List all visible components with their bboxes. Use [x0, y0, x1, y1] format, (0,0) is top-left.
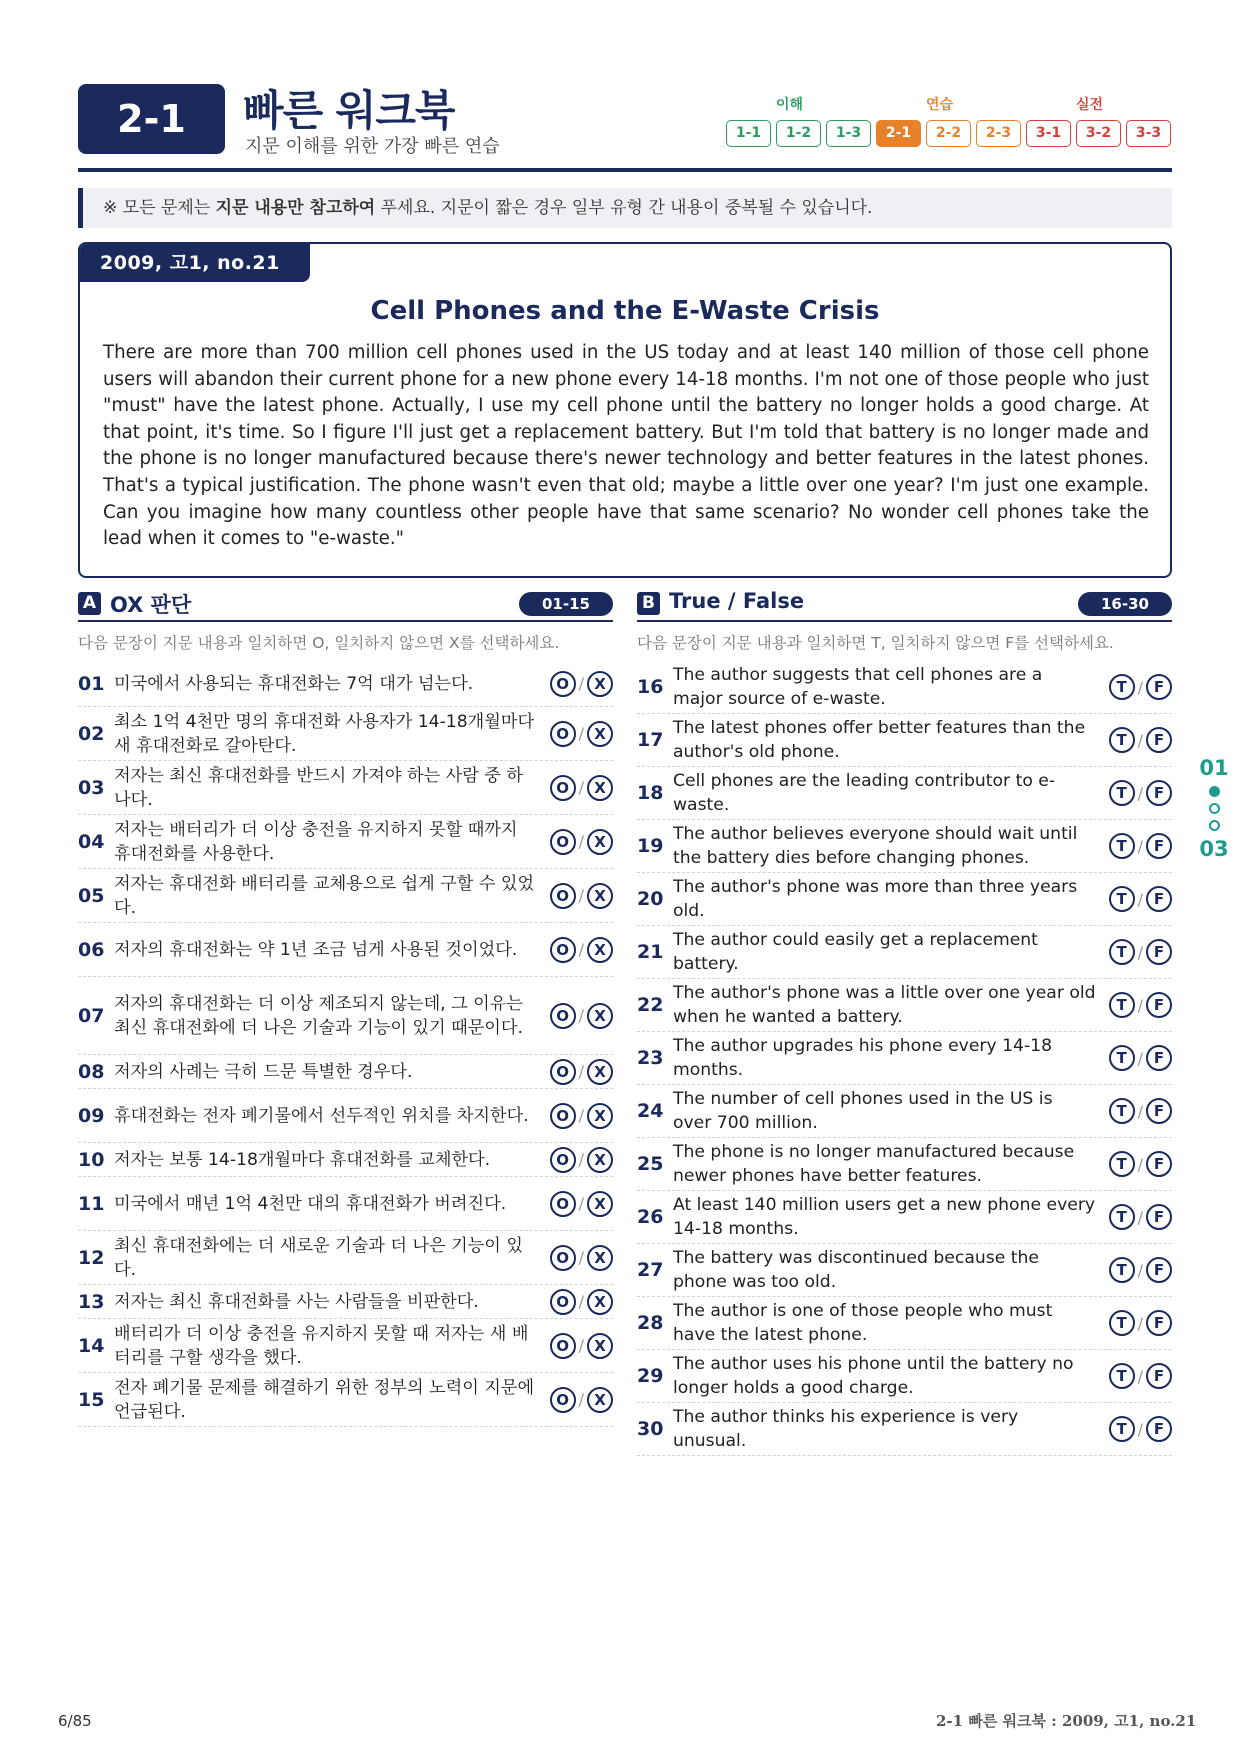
question-number: 15: [78, 1388, 105, 1411]
question-row: [637, 1085, 1172, 1138]
stage-chip-2-1[interactable]: 2-1: [876, 120, 921, 147]
question-text: The author's phone was a little over one year old when he wanted a battery.: [673, 983, 1096, 1027]
choice-separator: /: [1137, 730, 1143, 750]
question-number: 08: [78, 1060, 105, 1083]
stage-chip-3-1[interactable]: 3-1: [1026, 120, 1071, 147]
question-row: [78, 977, 613, 1055]
question-text: 미국에서 매년 1억 4천만 대의 휴대전화가 버려진다.: [114, 1193, 507, 1214]
progress-dot[interactable]: [1209, 820, 1220, 831]
question-row: [78, 1231, 613, 1285]
stage-chip-1-2[interactable]: 1-2: [776, 120, 821, 147]
answer-f-button[interactable]: F: [1146, 1098, 1172, 1124]
choice-separator: /: [578, 674, 584, 693]
answer-f-button[interactable]: F: [1146, 674, 1172, 700]
question-number: 09: [78, 1104, 105, 1127]
answer-o-button[interactable]: O: [550, 1059, 576, 1085]
answer-o-button[interactable]: O: [550, 1289, 576, 1315]
answer-t-button[interactable]: T: [1109, 1416, 1135, 1442]
answer-x-button[interactable]: X: [587, 1387, 613, 1413]
question-row: [78, 1143, 613, 1177]
answer-o-button[interactable]: O: [550, 721, 576, 747]
question-number: 10: [78, 1148, 105, 1171]
answer-f-button[interactable]: F: [1146, 1257, 1172, 1283]
passage-title: Cell Phones and the E-Waste Crisis: [370, 296, 880, 326]
answer-o-button[interactable]: O: [550, 1147, 576, 1173]
answer-choices: [543, 1059, 613, 1085]
stage-chip-3-3[interactable]: 3-3: [1126, 120, 1171, 147]
question-row: [78, 1285, 613, 1319]
progress-dot-current[interactable]: [1209, 786, 1220, 797]
choice-separator: /: [578, 940, 584, 959]
answer-t-button[interactable]: T: [1109, 727, 1135, 753]
answer-t-button[interactable]: T: [1109, 1204, 1135, 1230]
question-text: 저자의 휴대전화는 더 이상 제조되지 않는데, 그 이유는 최신 휴대전화에 더 나은 기술과 기능이 있기 때문이다.: [114, 993, 523, 1038]
answer-x-button[interactable]: X: [587, 883, 613, 909]
question-row: [78, 1319, 613, 1373]
question-number: 06: [78, 938, 105, 961]
question-text: The author could easily get a replacement battery.: [673, 930, 1038, 974]
question-row: [637, 1297, 1172, 1350]
answer-x-button[interactable]: X: [587, 721, 613, 747]
question-number: 17: [637, 729, 664, 751]
page-header: [78, 84, 1172, 176]
choice-separator: /: [1137, 1366, 1143, 1386]
question-number: 23: [637, 1047, 664, 1069]
page-subtitle: 지문 이해를 위한 가장 빠른 연습: [245, 136, 500, 157]
answer-choices: [1102, 1098, 1172, 1124]
question-text: 최신 휴대전화에는 더 새로운 기술과 더 나은 기능이 있다.: [114, 1235, 523, 1280]
notice-prefix: ※ 모든 문제는: [103, 198, 216, 218]
question-row: [637, 1244, 1172, 1297]
answer-x-button[interactable]: X: [587, 1103, 613, 1129]
question-text: 배터리가 더 이상 충전을 유지하지 못할 때 저자는 새 배터리를 구할 생각을 했다.: [114, 1323, 529, 1368]
question-row: [78, 923, 613, 977]
answer-choices: [1102, 1257, 1172, 1283]
answer-x-button[interactable]: X: [587, 829, 613, 855]
answer-f-button[interactable]: F: [1146, 1416, 1172, 1442]
answer-x-button[interactable]: X: [587, 775, 613, 801]
question-text: The author uses his phone until the battery no longer holds a good charge.: [673, 1354, 1074, 1398]
question-text: The author thinks his experience is very unusual.: [673, 1407, 1019, 1451]
question-text: 저자는 보통 14-18개월마다 휴대전화를 교체한다.: [114, 1149, 491, 1170]
question-number: 26: [637, 1206, 664, 1228]
question-row: [637, 979, 1172, 1032]
question-text: The author suggests that cell phones are a major source of e-waste.: [673, 665, 1043, 709]
answer-f-button[interactable]: F: [1146, 727, 1172, 753]
choice-separator: /: [578, 1150, 584, 1169]
question-row: [78, 707, 613, 761]
answer-choices: [1102, 1310, 1172, 1336]
section-header: [78, 588, 613, 622]
question-number: 27: [637, 1259, 664, 1281]
choice-separator: /: [1137, 889, 1143, 909]
section-title: True / False: [669, 589, 805, 613]
choice-separator: /: [578, 724, 584, 743]
question-row: [637, 714, 1172, 767]
choice-separator: /: [578, 1390, 584, 1409]
side-progress-nav: [1196, 756, 1232, 861]
answer-o-button[interactable]: O: [550, 1003, 576, 1029]
question-number: 13: [78, 1290, 105, 1313]
question-row: [637, 926, 1172, 979]
answer-choices: [1102, 992, 1172, 1018]
question-number: 14: [78, 1334, 105, 1357]
question-row: [637, 1138, 1172, 1191]
stage-chip-1-3[interactable]: 1-3: [826, 120, 871, 147]
stage-label-practice: 연습: [926, 97, 954, 113]
question-number: 05: [78, 884, 105, 907]
question-text: The author upgrades his phone every 14-18 months.: [673, 1036, 1053, 1080]
answer-x-button[interactable]: X: [587, 671, 613, 697]
answer-t-button[interactable]: T: [1109, 1098, 1135, 1124]
choice-separator: /: [1137, 1313, 1143, 1333]
question-text: The number of cell phones used in the US is over 700 million.: [673, 1089, 1053, 1133]
stage-chip-1-1[interactable]: 1-1: [726, 120, 771, 147]
question-number: 28: [637, 1312, 664, 1334]
section-ox: [78, 588, 613, 1427]
passage-box: [78, 242, 1172, 578]
answer-choices: [1102, 1204, 1172, 1230]
choice-separator: /: [1137, 1207, 1143, 1227]
choice-separator: /: [1137, 995, 1143, 1015]
choice-separator: /: [578, 1106, 584, 1125]
answer-t-button[interactable]: T: [1109, 1151, 1135, 1177]
answer-o-button[interactable]: O: [550, 775, 576, 801]
side-nav-end: 03: [1199, 837, 1229, 861]
question-number: 20: [637, 888, 664, 910]
answer-o-button[interactable]: O: [550, 1245, 576, 1271]
stage-label-understand: 이해: [776, 97, 804, 113]
answer-t-button[interactable]: T: [1109, 992, 1135, 1018]
question-row: [637, 820, 1172, 873]
progress-dot[interactable]: [1209, 803, 1220, 814]
section-title: OX 판단: [110, 593, 192, 617]
question-list: [637, 661, 1172, 1456]
question-number: 16: [637, 676, 664, 698]
question-row: [78, 761, 613, 815]
question-number: 07: [78, 1004, 105, 1027]
question-row: [637, 1350, 1172, 1403]
section-letter-badge: A: [78, 592, 101, 615]
question-number: 25: [637, 1153, 664, 1175]
question-row: [78, 815, 613, 869]
passage-text: There are more than 700 million cell phones used in the US today and at least 140 million of those cell phone users will abandon their current phone for a new phone every 14-18 months. I'm not one of those people who just "must" have the latest phone. Actually, I use my cell phone until the battery no longer holds a good charge. At that point, it's time. So I figure I'll just get a replacement battery. But I'm told that battery is no longer made and the phone is no longer manufactured because there's newer technology and better features in the latest phones. That's a typical justification. The phone wasn't even that old; maybe a little over one year? I'm just one example. Can you imagine how many countless other people have that same scenario? No wonder cell phones take the lead when it comes to "e-waste.": [103, 342, 1149, 550]
question-text: 저자는 휴대전화 배터리를 교체용으로 쉽게 구할 수 있었다.: [114, 873, 535, 918]
question-text: 저자의 휴대전화는 약 1년 조금 넘게 사용된 것이었다.: [114, 939, 518, 960]
choice-separator: /: [578, 1006, 584, 1025]
question-text: 저자는 최신 휴대전화를 사는 사람들을 비판한다.: [114, 1291, 479, 1312]
answer-choices: [543, 883, 613, 909]
answer-choices: [543, 1245, 613, 1271]
answer-f-button[interactable]: F: [1146, 1204, 1172, 1230]
question-row: [78, 1055, 613, 1089]
choice-separator: /: [578, 886, 584, 905]
notice-bar: [78, 188, 1172, 228]
passage-source-tag: 2009, 고1, no.21: [80, 244, 310, 282]
answer-choices: [543, 829, 613, 855]
answer-f-button[interactable]: F: [1146, 780, 1172, 806]
answer-x-button[interactable]: X: [587, 1191, 613, 1217]
answer-o-button[interactable]: O: [550, 1387, 576, 1413]
answer-choices: [543, 721, 613, 747]
answer-o-button[interactable]: O: [550, 671, 576, 697]
answer-f-button[interactable]: F: [1146, 992, 1172, 1018]
answer-choices: [543, 1333, 613, 1359]
question-row: [637, 661, 1172, 714]
footer-source: 2-1 빠른 워크북 : 2009, 고1, no.21: [936, 1712, 1197, 1730]
question-text: 미국에서 사용되는 휴대전화는 7억 대가 넘는다.: [114, 673, 474, 694]
stage-chip-nav: [726, 120, 1171, 147]
section-instruction: 다음 문장이 지문 내용과 일치하면 T, 일치하지 않으면 F를 선택하세요.: [637, 634, 1114, 652]
answer-t-button[interactable]: T: [1109, 1045, 1135, 1071]
answer-choices: [543, 1003, 613, 1029]
answer-t-button[interactable]: T: [1109, 886, 1135, 912]
answer-f-button[interactable]: F: [1146, 939, 1172, 965]
question-number: 11: [78, 1192, 105, 1215]
answer-f-button[interactable]: F: [1146, 1310, 1172, 1336]
choice-separator: /: [578, 1194, 584, 1213]
answer-o-button[interactable]: O: [550, 829, 576, 855]
question-number: 04: [78, 830, 105, 853]
choice-separator: /: [1137, 1048, 1143, 1068]
question-number: 30: [637, 1418, 664, 1440]
question-row: [637, 873, 1172, 926]
answer-o-button[interactable]: O: [550, 1333, 576, 1359]
answer-choices: [543, 1387, 613, 1413]
choice-separator: /: [578, 1292, 584, 1311]
answer-f-button[interactable]: F: [1146, 1151, 1172, 1177]
question-number: 19: [637, 835, 664, 857]
stage-chip-3-2[interactable]: 3-2: [1076, 120, 1121, 147]
answer-o-button[interactable]: O: [550, 1191, 576, 1217]
question-text: The author's phone was more than three years old.: [673, 877, 1078, 921]
answer-o-button[interactable]: O: [550, 1103, 576, 1129]
stage-chip-2-2[interactable]: 2-2: [926, 120, 971, 147]
header-divider: [78, 168, 1172, 172]
choice-separator: /: [1137, 1154, 1143, 1174]
question-number: 29: [637, 1365, 664, 1387]
answer-choices: [543, 937, 613, 963]
answer-x-button[interactable]: X: [587, 1147, 613, 1173]
answer-x-button[interactable]: X: [587, 1245, 613, 1271]
answer-t-button[interactable]: T: [1109, 939, 1135, 965]
question-text: The author believes everyone should wait until the battery dies before changing phones.: [673, 824, 1078, 868]
answer-choices: [1102, 1151, 1172, 1177]
choice-separator: /: [578, 1248, 584, 1267]
stage-chip-2-3[interactable]: 2-3: [976, 120, 1021, 147]
question-row: [78, 1089, 613, 1143]
answer-t-button[interactable]: T: [1109, 833, 1135, 859]
answer-choices: [543, 1103, 613, 1129]
question-row: [637, 1032, 1172, 1085]
choice-separator: /: [578, 778, 584, 797]
answer-f-button[interactable]: F: [1146, 886, 1172, 912]
choice-separator: /: [578, 1336, 584, 1355]
answer-choices: [543, 671, 613, 697]
answer-choices: [1102, 1416, 1172, 1442]
choice-separator: /: [1137, 783, 1143, 803]
question-text: The latest phones offer better features than the author's old phone.: [673, 718, 1086, 762]
answer-o-button[interactable]: O: [550, 937, 576, 963]
answer-choices: [1102, 833, 1172, 859]
answer-choices: [1102, 674, 1172, 700]
answer-choices: [543, 1289, 613, 1315]
question-number: 21: [637, 941, 664, 963]
answer-x-button[interactable]: X: [587, 1059, 613, 1085]
answer-choices: [543, 1191, 613, 1217]
answer-x-button[interactable]: X: [587, 1289, 613, 1315]
answer-x-button[interactable]: X: [587, 1333, 613, 1359]
answer-choices: [543, 1147, 613, 1173]
question-text: 저자는 배터리가 더 이상 충전을 유지하지 못할 때까지 휴대전화를 사용한다.: [114, 819, 518, 864]
question-number: 22: [637, 994, 664, 1016]
section-range-badge: 16-30: [1078, 592, 1172, 616]
choice-separator: /: [1137, 1101, 1143, 1121]
question-number: 01: [78, 672, 105, 695]
question-row: [637, 1403, 1172, 1456]
question-row: [78, 869, 613, 923]
answer-choices: [1102, 886, 1172, 912]
side-nav-start: 01: [1199, 756, 1229, 780]
question-number: 12: [78, 1246, 105, 1269]
answer-x-button[interactable]: X: [587, 1003, 613, 1029]
question-row: [78, 661, 613, 707]
question-text: 휴대전화는 전자 폐기물에서 선두적인 위치를 차지한다.: [114, 1105, 529, 1126]
section-instruction: 다음 문장이 지문 내용과 일치하면 O, 일치하지 않으면 X를 선택하세요.: [78, 634, 560, 652]
question-text: 최소 1억 4천만 명의 휴대전화 사용자가 14-18개월마다 새 휴대전화로 갈아탄다.: [114, 711, 535, 756]
answer-x-button[interactable]: X: [587, 937, 613, 963]
question-text: 전자 폐기물 문제를 해결하기 위한 정부의 노력이 지문에 언급된다.: [114, 1377, 535, 1422]
choice-separator: /: [1137, 942, 1143, 962]
choice-separator: /: [1137, 1260, 1143, 1280]
answer-choices: [1102, 727, 1172, 753]
question-text: The battery was discontinued because the phone was too old.: [673, 1248, 1039, 1292]
answer-t-button[interactable]: T: [1109, 780, 1135, 806]
section-range-badge: 01-15: [519, 592, 613, 616]
answer-o-button[interactable]: O: [550, 883, 576, 909]
question-row: [637, 767, 1172, 820]
question-row: [78, 1177, 613, 1231]
answer-f-button[interactable]: F: [1146, 833, 1172, 859]
question-text: Cell phones are the leading contributor to e-waste.: [673, 771, 1056, 815]
unit-badge: 2-1: [78, 84, 225, 154]
question-number: 18: [637, 782, 664, 804]
answer-choices: [1102, 1045, 1172, 1071]
answer-choices: [1102, 780, 1172, 806]
question-number: 02: [78, 722, 105, 745]
choice-separator: /: [1137, 1419, 1143, 1439]
page-title: 빠른 워크북: [243, 86, 455, 135]
question-text: The author is one of those people who must have the latest phone.: [673, 1301, 1053, 1345]
section-header: [637, 588, 1172, 622]
choice-separator: /: [578, 1062, 584, 1081]
stage-labels: [726, 94, 1172, 114]
notice-suffix: 푸세요. 지문이 짧은 경우 일부 유형 간 내용이 중복될 수 있습니다.: [375, 198, 873, 218]
notice-bold: 지문 내용만 참고하여: [215, 198, 376, 218]
answer-t-button[interactable]: T: [1109, 1257, 1135, 1283]
answer-choices: [543, 775, 613, 801]
answer-t-button[interactable]: T: [1109, 674, 1135, 700]
question-row: [78, 1373, 613, 1427]
answer-f-button[interactable]: F: [1146, 1363, 1172, 1389]
choice-separator: /: [1137, 677, 1143, 697]
answer-f-button[interactable]: F: [1146, 1045, 1172, 1071]
choice-separator: /: [1137, 836, 1143, 856]
choice-separator: /: [578, 832, 584, 851]
section-letter-badge: B: [637, 592, 660, 615]
question-text: The phone is no longer manufactured because newer phones have better features.: [673, 1142, 1075, 1186]
question-row: [637, 1191, 1172, 1244]
question-list: [78, 661, 613, 1427]
answer-t-button[interactable]: T: [1109, 1310, 1135, 1336]
question-text: 저자의 사례는 극히 드문 특별한 경우다.: [114, 1061, 413, 1082]
page-number: 6/85: [58, 1712, 92, 1730]
answer-choices: [1102, 1363, 1172, 1389]
question-text: 저자는 최신 휴대전화를 반드시 가져야 하는 사람 중 하나다.: [114, 765, 523, 810]
answer-choices: [1102, 939, 1172, 965]
section-true-false: [637, 588, 1172, 1456]
answer-t-button[interactable]: T: [1109, 1363, 1135, 1389]
stage-label-real: 실전: [1076, 97, 1104, 113]
question-number: 24: [637, 1100, 664, 1122]
question-text: At least 140 million users get a new phone every 14-18 months.: [673, 1195, 1096, 1239]
question-number: 03: [78, 776, 105, 799]
